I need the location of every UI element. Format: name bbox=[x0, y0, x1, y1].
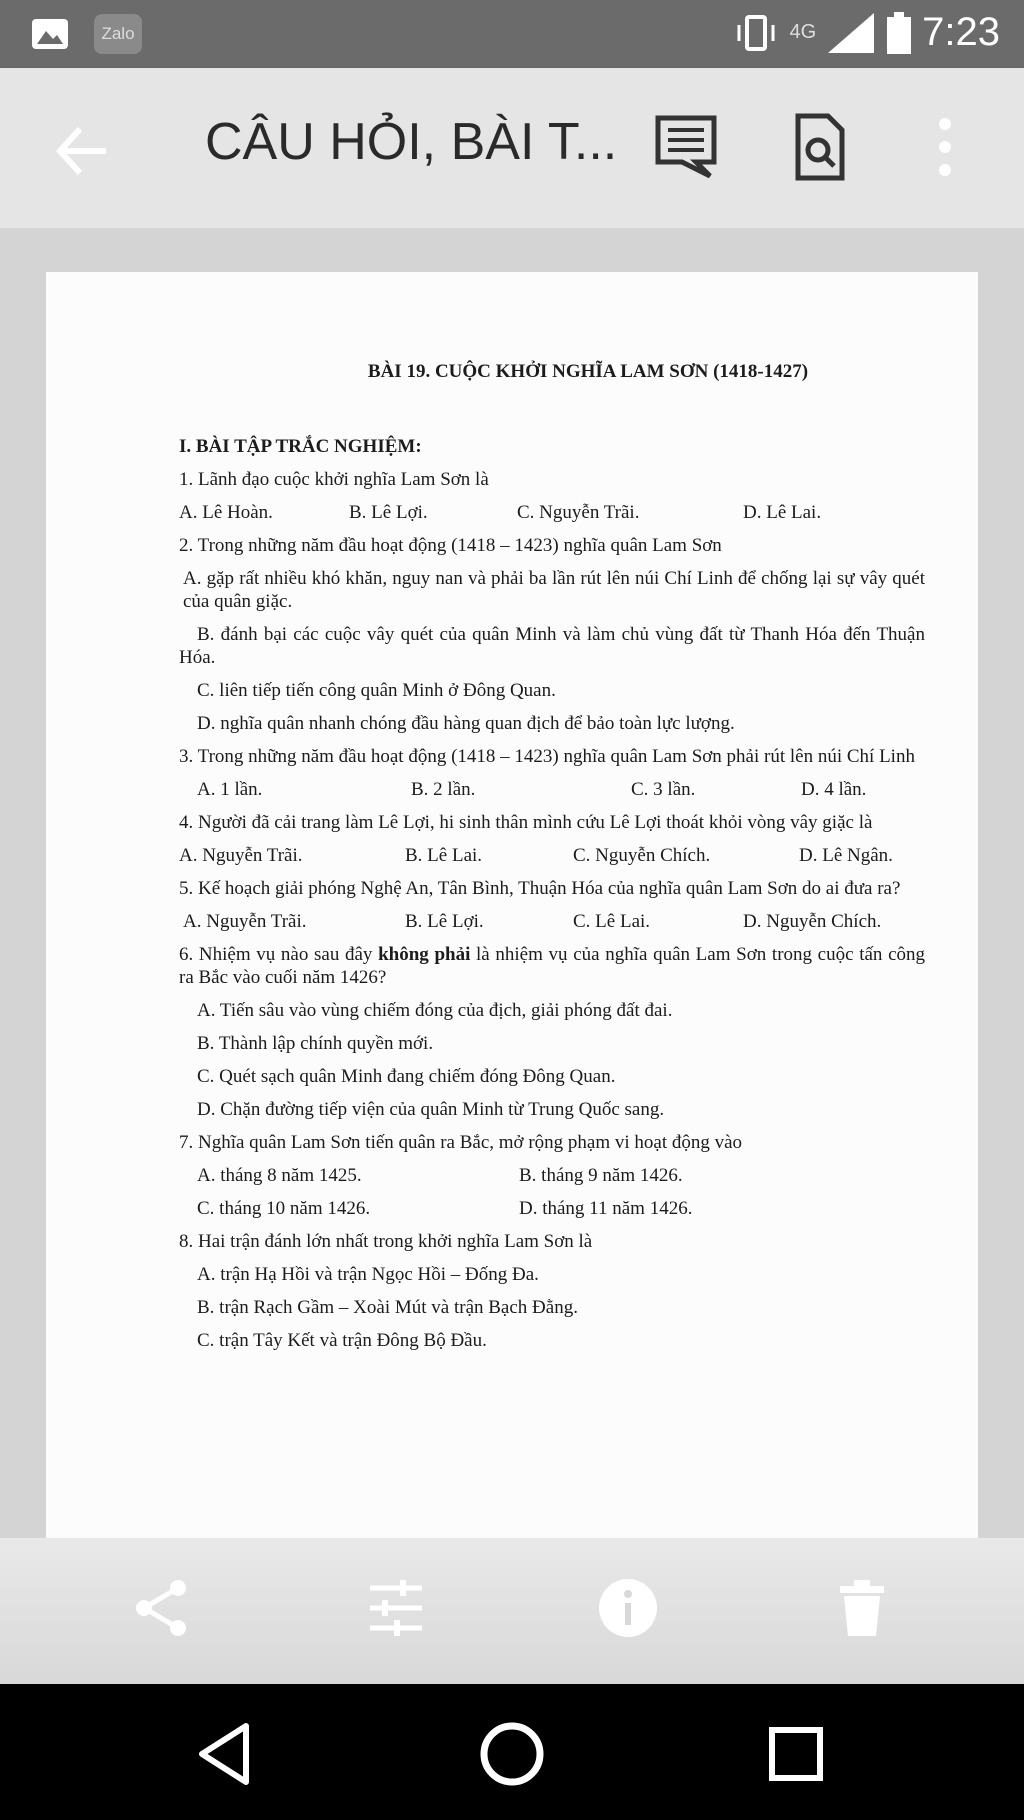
option-b: B. trận Rạch Gầm – Xoài Mút và trận Bạch Đằng. bbox=[197, 1297, 578, 1318]
option-b: B. Lê Lai. bbox=[405, 845, 483, 866]
option-b: B. Lê Lợi. bbox=[405, 911, 484, 932]
image-notification-icon bbox=[30, 17, 70, 51]
option-d: D. Chặn đường tiếp viện của quân Minh từ Trung Quốc sang. bbox=[197, 1099, 665, 1120]
system-navigation-bar bbox=[0, 1684, 1024, 1820]
option-a: A. trận Hạ Hồi và trận Ngọc Hồi – Đống Đa. bbox=[197, 1264, 539, 1285]
info-icon[interactable] bbox=[596, 1576, 660, 1640]
option-b: B. đánh bại các cuộc vây quét của quân Minh và làm chủ vùng đất từ Thanh Hóa đến Thuận Hóa. bbox=[179, 624, 925, 668]
option-d: D. Lê Ngân. bbox=[799, 845, 893, 866]
option-b: B. Lê Lợi. bbox=[349, 502, 428, 523]
option-d: D. Nguyễn Chích. bbox=[743, 911, 882, 932]
question-7-options-row-1 bbox=[179, 1164, 925, 1187]
home-icon[interactable] bbox=[472, 1714, 552, 1794]
option-a: A. Lê Hoàn. bbox=[179, 502, 273, 523]
share-icon[interactable] bbox=[130, 1576, 194, 1640]
question-5: 5. Kế hoạch giải phóng Nghệ An, Tân Bình, Thuận Hóa của nghĩa quân Lam Sơn do ai đưa ra? bbox=[179, 878, 901, 899]
signal-icon bbox=[826, 11, 876, 55]
question-6-text-pre: 6. Nhiệm vụ nào sau đây bbox=[179, 944, 373, 965]
document-body bbox=[179, 360, 925, 1362]
back-arrow-icon[interactable] bbox=[48, 116, 118, 186]
question-8: 8. Hai trận đánh lớn nhất trong khởi nghĩa Lam Sơn là bbox=[179, 1231, 593, 1252]
document-page bbox=[46, 272, 978, 1672]
option-a: A. Tiến sâu vào vùng chiếm đóng của địch, giải phóng đất đai. bbox=[197, 1000, 673, 1021]
option-a: A. Nguyễn Trãi. bbox=[179, 845, 303, 866]
option-c: C. Nguyễn Trãi. bbox=[517, 502, 640, 523]
option-a: A. gặp rất nhiều khó khăn, nguy nan và phải ba lần rút lên núi Chí Linh để chống lại sự vây quét của quân giặc. bbox=[183, 568, 925, 612]
question-6 bbox=[179, 943, 925, 989]
delete-icon[interactable] bbox=[830, 1576, 894, 1640]
question-4-options bbox=[179, 844, 925, 867]
option-c: C. Nguyễn Chích. bbox=[573, 845, 711, 866]
option-c: C. 3 lần. bbox=[631, 779, 696, 800]
bottom-action-bar bbox=[0, 1538, 1024, 1684]
option-a: A. 1 lần. bbox=[197, 779, 263, 800]
comment-icon[interactable] bbox=[652, 112, 722, 182]
option-c: C. tháng 10 năm 1426. bbox=[197, 1198, 371, 1219]
question-5-options bbox=[179, 910, 925, 933]
question-6-text-post: là nhiệm vụ của nghĩa quân Lam Sơn trong cuộc tấn công ra Bắc vào cuối năm 1426? bbox=[179, 944, 926, 988]
zalo-notification-icon: Zalo bbox=[94, 14, 142, 54]
question-3-options bbox=[179, 778, 925, 801]
question-6-emphasis: không phải bbox=[378, 944, 471, 965]
option-d: D. Lê Lai. bbox=[743, 502, 822, 523]
more-options-icon[interactable] bbox=[920, 112, 970, 182]
option-c: C. Lê Lai. bbox=[573, 911, 651, 932]
option-c: C. Quét sạch quân Minh đang chiếm đóng Đông Quan. bbox=[197, 1066, 616, 1087]
question-3: 3. Trong những năm đầu hoạt động (1418 – 1423) nghĩa quân Lam Sơn phải rút lên núi Chí Linh bbox=[179, 746, 915, 767]
vibrate-icon bbox=[733, 13, 779, 53]
page-title: CÂU HỎI, BÀI T... bbox=[205, 113, 618, 171]
option-d: D. tháng 11 năm 1426. bbox=[519, 1198, 693, 1219]
status-bar bbox=[0, 0, 1024, 68]
back-icon[interactable] bbox=[188, 1714, 268, 1794]
question-2: 2. Trong những năm đầu hoạt động (1418 – 1423) nghĩa quân Lam Sơn bbox=[179, 535, 722, 556]
option-b: B. Thành lập chính quyền mới. bbox=[197, 1033, 434, 1054]
document-title: BÀI 19. CUỘC KHỞI NGHĨA LAM SƠN (1418-1427) bbox=[367, 361, 809, 382]
option-b: B. tháng 9 năm 1426. bbox=[519, 1165, 683, 1186]
option-a: A. tháng 8 năm 1425. bbox=[197, 1165, 362, 1186]
battery-icon bbox=[886, 11, 912, 55]
recents-icon[interactable] bbox=[756, 1714, 836, 1794]
section-heading: I. BÀI TẬP TRẮC NGHIỆM: bbox=[179, 436, 422, 457]
option-c: C. trận Tây Kết và trận Đông Bộ Đầu. bbox=[197, 1330, 487, 1351]
question-7-options-row-2 bbox=[179, 1197, 925, 1220]
option-a: A. Nguyễn Trãi. bbox=[183, 911, 307, 932]
app-toolbar bbox=[0, 68, 1024, 228]
adjust-icon[interactable] bbox=[364, 1576, 428, 1640]
clock: 7:23 bbox=[922, 10, 1000, 54]
option-c: C. liên tiếp tiến công quân Minh ở Đông Quan. bbox=[197, 680, 556, 701]
question-7: 7. Nghĩa quân Lam Sơn tiến quân ra Bắc, mở rộng phạm vi hoạt động vào bbox=[179, 1132, 743, 1153]
network-type: 4G bbox=[789, 21, 817, 43]
option-d: D. nghĩa quân nhanh chóng đầu hàng quan địch để bảo toàn lực lượng. bbox=[197, 713, 735, 734]
question-4: 4. Người đã cải trang làm Lê Lợi, hi sinh thân mình cứu Lê Lợi thoát khỏi vòng vây giặc là bbox=[179, 812, 873, 833]
option-d: D. 4 lần. bbox=[801, 779, 867, 800]
search-document-icon[interactable] bbox=[784, 112, 854, 182]
question-1: 1. Lãnh đạo cuộc khởi nghĩa Lam Sơn là bbox=[179, 469, 489, 490]
option-b: B. 2 lần. bbox=[411, 779, 476, 800]
document-viewer[interactable] bbox=[0, 228, 1024, 1684]
question-1-options bbox=[179, 501, 925, 524]
